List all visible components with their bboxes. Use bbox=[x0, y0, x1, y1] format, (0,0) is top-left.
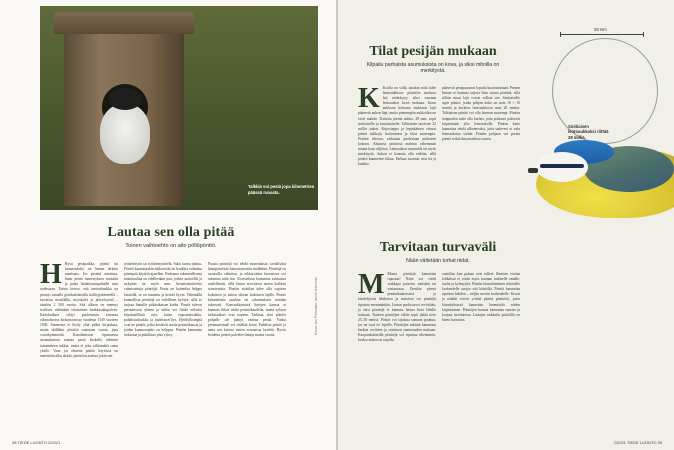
right-title-2: Tarvitaan turvaväli bbox=[379, 240, 497, 255]
right-headline-2 bbox=[354, 240, 522, 264]
right-footer: 2/2021 TIEDE LUONTO 39 bbox=[613, 440, 662, 445]
bird-caption: Sinitiaisen lentoaukkoksi riittää 28 milliä. bbox=[568, 124, 609, 140]
bird-head bbox=[108, 88, 142, 110]
left-page bbox=[0, 0, 336, 450]
left-title: Lautaa sen olla pitää bbox=[107, 225, 235, 240]
photo-caption: Talkkiä voi pesiä jopa kilometrien päässä ruoasta. bbox=[248, 184, 315, 195]
left-column-1-text: Hyvä pesäpaikka, pönttö tai luonnonkolo, on linnun tärkein omaisuus. Jos pesintä onnistuu, linnu pesää menestyksen muistiin ja palaa lisääntymispaikalle aina uudestaan. Tarina kertoo, että tunturihaukka on pesinyt samalla grönlantilaisella kalliojyrkänteellä – tarvaissa maaillalla, myrskyltä ja jäävyöryistä – ainakin 2 500 vuotta. Sitä alkaan on mennyt sivilisen vähintään viisinainen haukkasukupolvea. Kattohaikara vihtyi puolentasin samassa oikeaalisessa kirkontornissa vuodesta 1549 vuoteen 1930. Suomesta ei löydy yhtä pitkiä kirjauksia, mutta täälläkin pönttöä saatetaan vaasia, jopa vuosikymmeniä. Kanalintuvasi ripustuessa asennuksessa saattaa pesiä keskellä nilmeen tutumutteen tukkia, mutta ei joka välttämättä sama yksilö. Vaan jos olmettu pönttö käytössä on ennestään alku tärkää, pönttöön asettuu jokin sen bbox=[40, 262, 118, 358]
photo-credit: Kuvat: Jari Peltomäki, Janne Hanninen bbox=[314, 276, 318, 335]
right-column-1 bbox=[358, 86, 436, 234]
tit-eyestripe bbox=[540, 164, 584, 168]
left-column-1 bbox=[40, 262, 118, 438]
left-column-2: tyttärentytär tai tyttärentyttärelä. Suku tarina jatkuu. Pöntöt kannattaakin nikkaroida tai hankkia valmiina pitempää käyttöä ajatellen. Parhaana rakenteellisena materiaalina on edelleenkin puu, joskin saatavilla ja nykyään on myös mm. betonisekoitteista valmistettuja pönttöjä. Puuta on kuitenkin helppo käsitellä, se on tunnettu ja kestää hyvin. Tekemällä kunnollisia pönttöjä on todellinen hyötyä, sillä se tarjoaa lintuille pitkäaikaisen kodin. Pöntöt tulevat perinteisesti yhteen ja niihin voi liittää erilaisia käytännöllisiä osia, kuten ripustuskoukku, puhdistusluukku ja tuuletusrei'itys. Hyödyllisimpiä ovat ne pöntöt, jotka kestävät useita pesimäkausia ja joiden kunnossapito on helppoa. Pöntön kannattaa tarkastaa ja puhdistaa joka syksy. bbox=[124, 262, 202, 338]
tit-beak bbox=[528, 168, 538, 173]
measure-line bbox=[560, 34, 644, 35]
drop-cap: H bbox=[40, 262, 62, 290]
right-headline-1 bbox=[358, 44, 508, 75]
right-subtitle-2: Nään vältetään turhat riidat. bbox=[406, 258, 470, 264]
left-column-3: Puusta pönttöjä voi tehdä monenlaisia: tavallisista lautapöntöistä hienostuneisiin malleihin. Pönttöjä on saatavilla valmiina, ja nikkarointia harrastava voi rakentaa niitä itse. Koristeluun kannattaa suhtautua maltillisesti, sillä linnut arvostavat ennen kaikkea toimivuutta. Pöntön sisätilan tulee olla sopivan kokoinen ja aukon oikean kokoinen lajille. Pönttö kiinnitetään puuhun tai rakennuksen seinään tukevasti. Kanssakäymistä lintujen kanssa ei kannata liikaa tehdä pesimäkaudella, mutta syksyn tarkastukset ovat tarpeen. Tarkista, ettei pöntön pohjalle ole jäänyt vanhaa pesää. Vanha pesämateriaali voi sisältää loisia. Puhdista pönttö ja anna sen kuivua ennen seuraavaa kevättä. Hyvin hoidettu pönttö palvelee lintuja monta vuotta. bbox=[208, 262, 286, 338]
right-page bbox=[338, 0, 674, 450]
bird-body bbox=[100, 104, 150, 164]
drop-cap-3: M bbox=[358, 272, 385, 300]
right-column-1-text: Koolla on väliä, ainakin mitä tulee lentoaukkoon: pönttöön asettuva laji määräytyy siksi suoraan lentoaukon koon mukaan. Isoon aukkoon kokonsa mahtuvat lajit pääsevät aukon läpi, mutta pienempiin aukkoihin ne eivät mahdu. Tiaisista pienin aukko, 28 mm, sopii sinitiaiselle ja kuusitiaiselle. Talitiainen tarvitsee 32 millin aukon. Kirjosieppo ja lepinkäinen ottavat pieniä aukkoja, kottarainen ja tikat suurempia. Pöntön tilavuus vaikuttaa puolestaan poikueen kokoon. Ahtaassa pöntössä mahtuu vähemmän munia kuin väljässä. Lentoaukon suunnalla on myös merkitystä. Aukon ei kannata olla etelään, sillä pönttö kuumenee liikaa. Parhaat suunnat ovat itä ja kaakko. bbox=[358, 86, 436, 167]
left-headline bbox=[40, 225, 302, 249]
right-column-3 bbox=[358, 272, 436, 438]
measure-label: 28 mm bbox=[594, 27, 607, 32]
right-column-2: pääsevät pesäpuunoon lopulta kuoriutumaan. Pienen linnun ei kannata tarjota liian suurta pönttöä, sillä silloin muut lajit voivat vallata sen. Sinitiaiselle sopii pönttö, jonka pohjan koko on noin 10 × 10 senttiä ja korkeus lentoaukkoon noin 20 senttiä. Talitiaisen pönttö voi olla hieman suurempi. Pöntön sisäpuolen tulee olla karhea, jotta poikaset pääsevät kiipeämään ylös lentoaukolle. Pöntön katto kannattaa tehdä ulkonevaksi, jotta sadevesi ei valu lentoaukosta sisään. Pöntön pohjaan voi porata pieniä reikiä ilmanvaihtoa varten. bbox=[442, 86, 520, 141]
blue-tit-illustration bbox=[514, 132, 674, 230]
drop-cap-2: K bbox=[358, 86, 380, 114]
right-subtitle-1: Kilpailu parhaista asumuksista on kova, ja siksi mitoilla on merkitystä. bbox=[366, 62, 500, 75]
right-column-3-text: Monia pönttöjä kannattaa ripustaa? Nään voi viedä vaikkapa puiseen, metsään tai vastaavaan. Etenkin pienet pesimäkuntoisissa ja käsiteltyissä lehdoissa ja metsissä voi pönttöjä ripustaa enemmänkin. Linnut puolustavat reviiriään, ja siksi pönttöjä ei kannata laittaa liian lähelle toisiaan. Tiaisten pönttöjen väliin sopii jättää noin 25–50 metriä. Pöntöt voi sijoittaa samaan puuhun, jos ne ovat eri lajeille. Pönttöjen määrää kannattaa harkita reviirien ja ravinnon saatavuuden mukaan. Kaupunkialueilla pönttöjä voi ripustaa tiheämmin, koska ruokaa on tarjolla. bbox=[358, 272, 436, 343]
birdhouse-photo bbox=[40, 6, 318, 210]
right-title-1: Tilat pesijän mukaan bbox=[369, 44, 497, 59]
birdhouse-roof bbox=[54, 12, 194, 34]
right-column-4: vaatiikin kun pulaan ovat tulleet. Ihmisen voittaa lohkäissä ei voida myös kunnan tuuliselle omalle, tuulta ja kylmyyttä. Pöntön kiinnittäminen riittävälle korkeudelle suojaa sitä häiriöltä. Pöntöt kannattaa ripustaa kahden – neljän metrin korkeudelle. Kissat ja näädät voivat yrittää päästä pönttöön, joten kiinnityksessä kannattaa huomioida niiden kiipeäminen. Pönttöjen kuntoa kannattaa seurata ja korjata tarvittaessa. Lintujen tarkkailu pöntöillä on hieno harrastus. bbox=[442, 272, 520, 322]
left-footer: 38 TIEDE LUONTO 2/2021 bbox=[12, 440, 61, 445]
left-subtitle: Toinen vaihtoehto on aito pöllöpönttö. bbox=[125, 243, 217, 249]
